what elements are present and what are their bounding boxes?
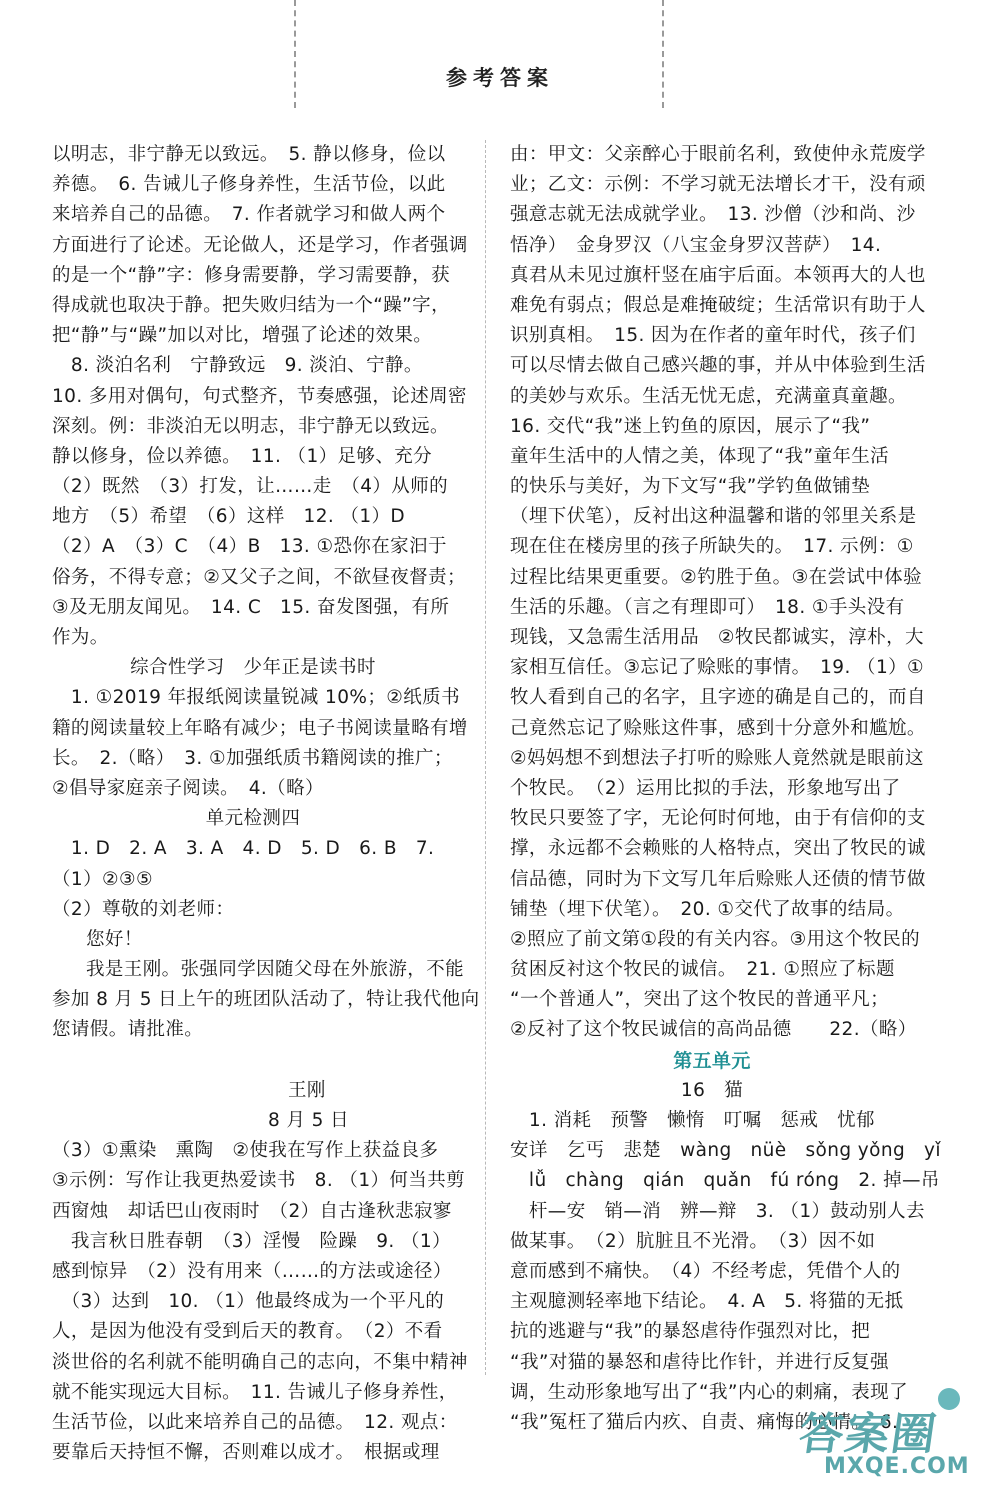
- text-line: 强意志就无法成就学业。 13. 沙僧（沙和尚、沙: [510, 204, 916, 226]
- text-line: 作为。: [52, 627, 109, 648]
- text-line: 的快乐与美好，为下文写“我”学钓鱼做铺垫: [510, 476, 871, 498]
- text-line: 难免有弱点；假总是难掩破绽；生活常识有助于人: [510, 294, 926, 316]
- lesson-heading: 16 猫: [680, 1079, 744, 1101]
- text-line: 牧人看到自己的名字，且字迹的确是自己的，而自: [510, 687, 926, 709]
- text-line: 过程比结果更重要。②钓胜于鱼。③在尝试中体验: [510, 566, 922, 588]
- text-line: 俗务，不得专意；②又父子之间，不欲昼夜督责；: [52, 566, 466, 588]
- text-line: 西窗烛 却话巴山夜雨时 （2）自古逢秋悲寂寥: [52, 1200, 452, 1222]
- text-line: 来培养自己的品德。 7. 作者就学习和做人两个: [52, 204, 446, 226]
- text-line: 深刻。例：非淡泊无以明志，非宁静无以致远。: [52, 415, 449, 437]
- text-line: ③及无朋友闻见。 14. C 15. 奋发图强，有所: [52, 596, 450, 618]
- text-line: 杆—安 销—消 辨—辩 3. （1）鼓动别人去: [510, 1200, 925, 1222]
- text-line: 把“静”与“躁”加以对比，增强了论述的效果。: [52, 325, 433, 347]
- text-line: ②妈妈想不到想法子打听的赊账人竟然就是眼前这: [510, 747, 924, 769]
- text-line: 可以尽情去做自己感兴趣的事，并从中体验到生活: [510, 355, 926, 377]
- text-line: 童年生活中的人情之美，体现了“我”童年生活: [510, 445, 890, 467]
- text-line: 以明志，非宁静无以致远。 5. 静以修身，俭以: [52, 144, 446, 165]
- text-line: 业；乙文：示例：不学习就无法增长才干，没有顽: [510, 174, 926, 196]
- text-line: 人，是因为他没有受到后天的教育。 （2）不看: [52, 1321, 443, 1343]
- text-line: 8. 淡泊名利 宁静致远 9. 淡泊、宁静。: [52, 355, 423, 377]
- text-line: （2）既然 （3）打发，让……走 （4）从师的: [52, 476, 449, 498]
- text-line: 长。 2.（略） 3. ①加强纸质书籍阅读的推广；: [52, 747, 453, 769]
- text-line: 家相互信任。③忘记了赊账的事情。 19. （1）①: [510, 657, 924, 679]
- text-line: 贫困反衬这个牧民的诚信。 21. ①照应了标题: [510, 959, 895, 981]
- blank-line: [52, 1046, 454, 1076]
- text-line: 意而感到不痛快。 （4）不经考虑，凭借个人的: [510, 1260, 901, 1282]
- text-line: 抗的逃避与“我”的暴怒虐待作强烈对比，把: [510, 1321, 871, 1343]
- text-line: 地方 （5）希望 （6）这样 12. （1）D: [52, 506, 406, 528]
- text-line: 做某事。 （2）肮脏且不光滑。 （3）因不如: [510, 1230, 876, 1252]
- text-line: 的是一个“静”字：修身需要静，学习需要静，获: [52, 264, 450, 286]
- page-title: 参考答案: [446, 66, 554, 90]
- text-line: 生活节俭，以此来培养自己的品德。 12. 观点：: [52, 1411, 458, 1433]
- text-line: “一个普通人”，突出了这个牧民的普通平凡；: [510, 989, 890, 1011]
- text-line: 牧民只要签了字，无论何时何地，由于有信仰的支: [510, 808, 926, 830]
- text-line: ②照应了前文第①段的有关内容。③用这个牧民的: [510, 928, 921, 950]
- text-line: 信品德，同时为下文写几年后赊账人还债的情节做: [510, 868, 926, 890]
- text-line: “我”冤枉了猫后内疚、自责、痛悔的心情。 6.: [510, 1411, 899, 1433]
- text-line: （3）①熏染 熏陶 ②使我在写作上获益良多: [52, 1140, 439, 1162]
- text-line: 悟净） 金身罗汉（八宝金身罗汉菩萨） 14.: [510, 234, 882, 256]
- letter-signature: 王刚: [288, 1079, 326, 1101]
- left-answer-column: [52, 140, 480, 1468]
- text-line: 淡世俗的名利就不能明确自己的志向，不集中精神: [52, 1351, 468, 1373]
- text-line: 调，生动形象地写出了“我”内心的刺痛，表现了: [510, 1381, 908, 1403]
- text-line: 真君从未见过旗杆竖在庙宇后面。本领再大的人也: [510, 264, 926, 286]
- unit-heading: 第五单元: [673, 1049, 751, 1072]
- text-line: 感到惊异 （2）没有用来（……的方法或途径）: [52, 1260, 452, 1282]
- text-line: 己竟然忘记了赊账这件事，感到十分意外和尴尬。: [510, 717, 926, 739]
- text-line: （3）达到 10. （1）他最终成为一个平凡的: [52, 1291, 445, 1313]
- text-line: 方面进行了论述。无论做人，还是学习，作者强调: [52, 234, 468, 256]
- text-line: 养德。 6. 告诫儿子修身养性，生活节俭，以此: [52, 174, 446, 196]
- text-line: 识别真相。 15. 因为在作者的童年时代，孩子们: [510, 325, 916, 347]
- letter-body: 我是王刚。张强同学因随父母在外旅游，不能: [86, 959, 465, 981]
- text-line: lǚ chàng qián quǎn fú róng 2. 掉—吊: [510, 1170, 940, 1192]
- letter-body: 您请假。请批准。: [52, 1019, 204, 1041]
- text-line: （埋下伏笔），反衬出这种温馨和谐的邻里关系是: [510, 506, 917, 528]
- text-line: 铺垫（埋下伏笔）。 20. ①交代了故事的结局。: [510, 898, 905, 920]
- text-line: 1. 消耗 预警 懒惰 叮嘱 惩戒 忧郁: [510, 1110, 875, 1131]
- column-divider: [485, 140, 486, 1375]
- text-line: 安详 乞丐 悲楚 wàng nüè sǒng yǒng yǐ: [510, 1140, 941, 1162]
- letter-body: 参加 8 月 5 日上午的班团队活动了，特让我代他向: [52, 989, 480, 1011]
- text-line: 生活的乐趣。（言之有理即可） 18. ①手头没有: [510, 596, 905, 618]
- text-line: 个牧民。 （2）运用比拟的手法，形象地写出了: [510, 777, 901, 799]
- text-line: （1）②③⑤: [52, 868, 153, 890]
- text-line: 1. ①2019 年报纸阅读量锐减 10%；②纸质书: [52, 687, 460, 709]
- text-line: ②反衬了这个牧民诚信的高尚品德 22.（略）: [510, 1019, 917, 1041]
- section-heading: 单元检测四: [205, 808, 301, 830]
- text-line: 静以修身，俭以养德。 11. （1）足够、充分: [52, 445, 433, 467]
- text-line: 现钱，又急需生活用品 ②牧民都诚实，淳朴，大: [510, 627, 924, 648]
- text-line: 1. D 2. A 3. A 4. D 5. D 6. B 7.: [52, 838, 435, 860]
- watermark-url: MXQE.COM: [824, 1454, 970, 1479]
- text-line: 撑，永远都不会赖账的人格特点，突出了牧民的诚: [510, 838, 926, 860]
- watermark-text: 答案圈: [795, 1409, 941, 1460]
- text-line: “我”对猫的暴怒和虐待比作针，并进行反复强: [510, 1351, 890, 1373]
- text-line: ③示例：写作让我更热爱读书 8. （1）何当共剪: [52, 1170, 465, 1192]
- letter-greeting: 您好！: [86, 928, 143, 950]
- text-line: 10. 多用对偶句，句式整齐，节奏感强，论述周密: [52, 385, 467, 407]
- text-line: 现在住在楼房里的孩子所缺失的。 17. 示例：①: [510, 536, 914, 558]
- text-line: 我言秋日胜春朝 （3）淫慢 险躁 9. （1）: [52, 1230, 451, 1252]
- letter-date: 8 月 5 日: [268, 1110, 349, 1131]
- text-line: 籍的阅读量较上年略有减少；电子书阅读量略有增: [52, 717, 468, 739]
- text-line: 的美妙与欢乐。生活无忧无虑，充满童真童趣。: [510, 385, 907, 407]
- text-line: ②倡导家庭亲子阅读。 4.（略）: [52, 777, 324, 799]
- text-line: 主观臆测轻率地下结论。 4. A 5. 将猫的无抵: [510, 1291, 904, 1313]
- section-heading: 综合性学习 少年正是读书时: [130, 657, 376, 679]
- text-line: 要靠后天持恒不懈，否则难以成才。 根据或理: [52, 1442, 440, 1464]
- text-line: 16. 交代“我”迷上钓鱼的原因，展示了“我”: [510, 415, 871, 437]
- text-line: 得成就也取决于静。把失败归结为一个“躁”字，: [52, 294, 450, 316]
- text-line: 就不能实现远大目标。 11. 告诫儿子修身养性，: [52, 1381, 458, 1403]
- text-line: （2）尊敬的刘老师：: [52, 898, 235, 920]
- text-line: （2）A （3）C （4）B 13. ①恐你在家汩于: [52, 536, 447, 558]
- watermark-logo: [795, 1398, 996, 1494]
- text-line: 由：甲文：父亲醉心于眼前名利，致使仲永荒废学: [510, 144, 926, 165]
